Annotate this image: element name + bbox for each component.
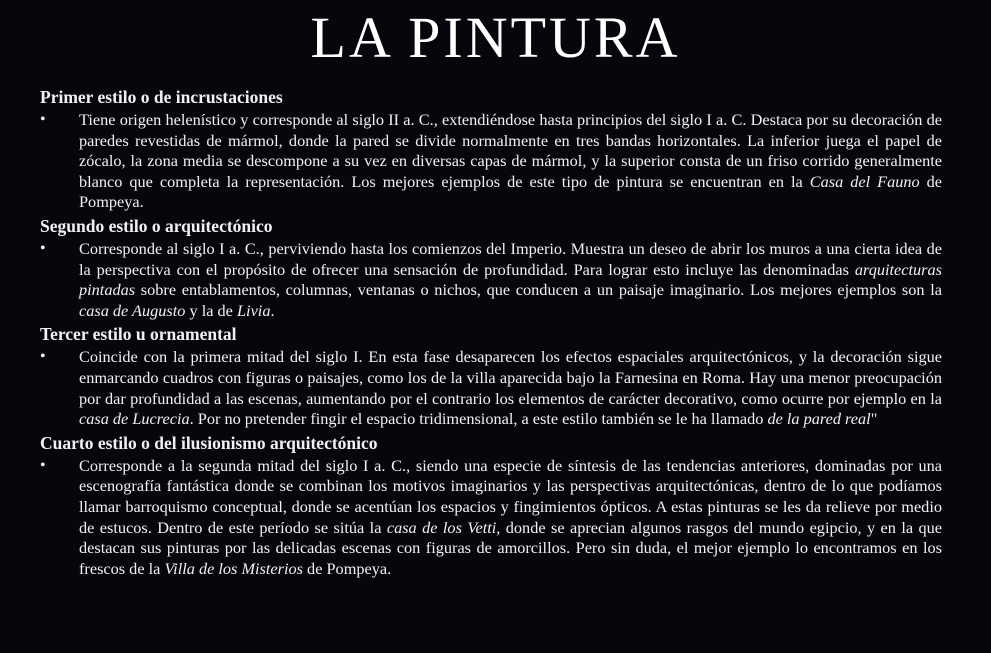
section-paragraph	[79, 347, 942, 429]
bullet-icon: •	[40, 239, 46, 257]
italic-reference: casa de los Vetti	[386, 517, 497, 537]
paragraph-text: y la de	[185, 300, 237, 320]
italic-reference: casa de Lucrecia	[79, 409, 190, 429]
paragraph-text: , donde se aprecian algunos rasgos del mundo egipcio, y en la que destacan sus pinturas por las delicadas escenas con figuras de amorcillos. Pero sin duda, el mejor ejemplo lo encontramos en los frescos de la	[79, 517, 943, 578]
section-heading: Primer estilo o de incrustaciones	[40, 87, 283, 107]
paragraph-text: de Pompeya.	[79, 171, 943, 212]
section-bullet	[40, 347, 942, 429]
bullet-icon: •	[40, 456, 46, 474]
paragraph-text: Corresponde a la segunda mitad del siglo I a. C., siendo una especie de síntesis de las tendencias anteriores, dominadas por una escenografía fantástica donde se combinan los motivos imaginarios y las perspectivas arquitectónicas, dentro de lo que podíamos llamar barroquismo conceptual, donde se acentúan los espacios y fingimientos ópticos. A estas pinturas se les da relieve por medio de estucos. Dentro de este período se sitúa la	[79, 455, 942, 537]
slide-title: LA PINTURA	[310, 5, 681, 70]
paragraph-text: . Por no pretender fingir el espacio tridimensional, a este estilo también se le ha llamado	[189, 409, 768, 429]
italic-reference: Livia	[236, 300, 271, 320]
section-bullet	[40, 110, 942, 213]
italic-reference: casa de Augusto	[79, 300, 186, 320]
paragraph-text: Corresponde al siglo I a. C., perviviendo hasta los comienzos del Imperio. Muestra un deseo de abrir los muros a una cierta idea de la perspectiva con el propósito de ofrecer una sensación de profundidad. Para lograr esto incluye las denominadas	[79, 238, 942, 279]
paragraph-text: sobre entablamentos, columnas, ventanas o nichos, que conducen a un paisaje imaginario. Los mejores ejemplos son la	[135, 280, 942, 300]
section-heading: Tercer estilo u ornamental	[40, 324, 237, 345]
italic-reference: Casa del Fauno	[809, 171, 920, 191]
paragraph-text: Tiene origen helenístico y corresponde al siglo II a. C., extendiéndose hasta principios del siglo I a. C. Destaca por su decoración de paredes revestidas de mármol, donde la pared se divide normalmente en tres bandas horizontales. La inferior juega el papel de zócalo, la zona media se descompone a su vez en diversas capas de mármol, y la superior consta de un friso corrido generalmente blanco que completa la representación. Los mejores ejemplos de este tipo de pintura se encuentran en la	[79, 110, 942, 191]
italic-reference: de la pared real	[767, 409, 871, 429]
italic-reference: Villa de los Misterios	[164, 558, 303, 578]
section-bullet	[40, 239, 942, 321]
section-heading: Segundo estilo o arquitectónico	[40, 215, 273, 236]
slide-content	[40, 86, 942, 581]
paragraph-text: Coincide con la primera mitad del siglo I. En esta fase desaparecen los efectos espaciales arquitectónicos, y la decoración sigue enmarcando cuadros con figuras o paisajes, como los de la villa aparecida bajo la Farnesina en Roma. Hay una menor preocupación por dar profundidad a las escenas, aumentando por el contrario los elementos de carácter decorativo, como ocurre por ejemplo en la	[79, 347, 942, 408]
section-paragraph	[79, 239, 942, 321]
section-paragraph	[79, 110, 942, 213]
paragraph-text: "	[870, 409, 878, 429]
section-heading: Cuarto estilo o del ilusionismo arquitectónico	[40, 432, 378, 453]
section-paragraph	[79, 456, 942, 580]
italic-reference: arquitecturas pintadas	[79, 259, 942, 300]
paragraph-text: de Pompeya.	[302, 558, 392, 578]
bullet-icon: •	[40, 348, 46, 366]
paragraph-text: .	[270, 300, 275, 320]
bullet-icon: •	[40, 111, 46, 128]
section-bullet	[40, 456, 942, 580]
